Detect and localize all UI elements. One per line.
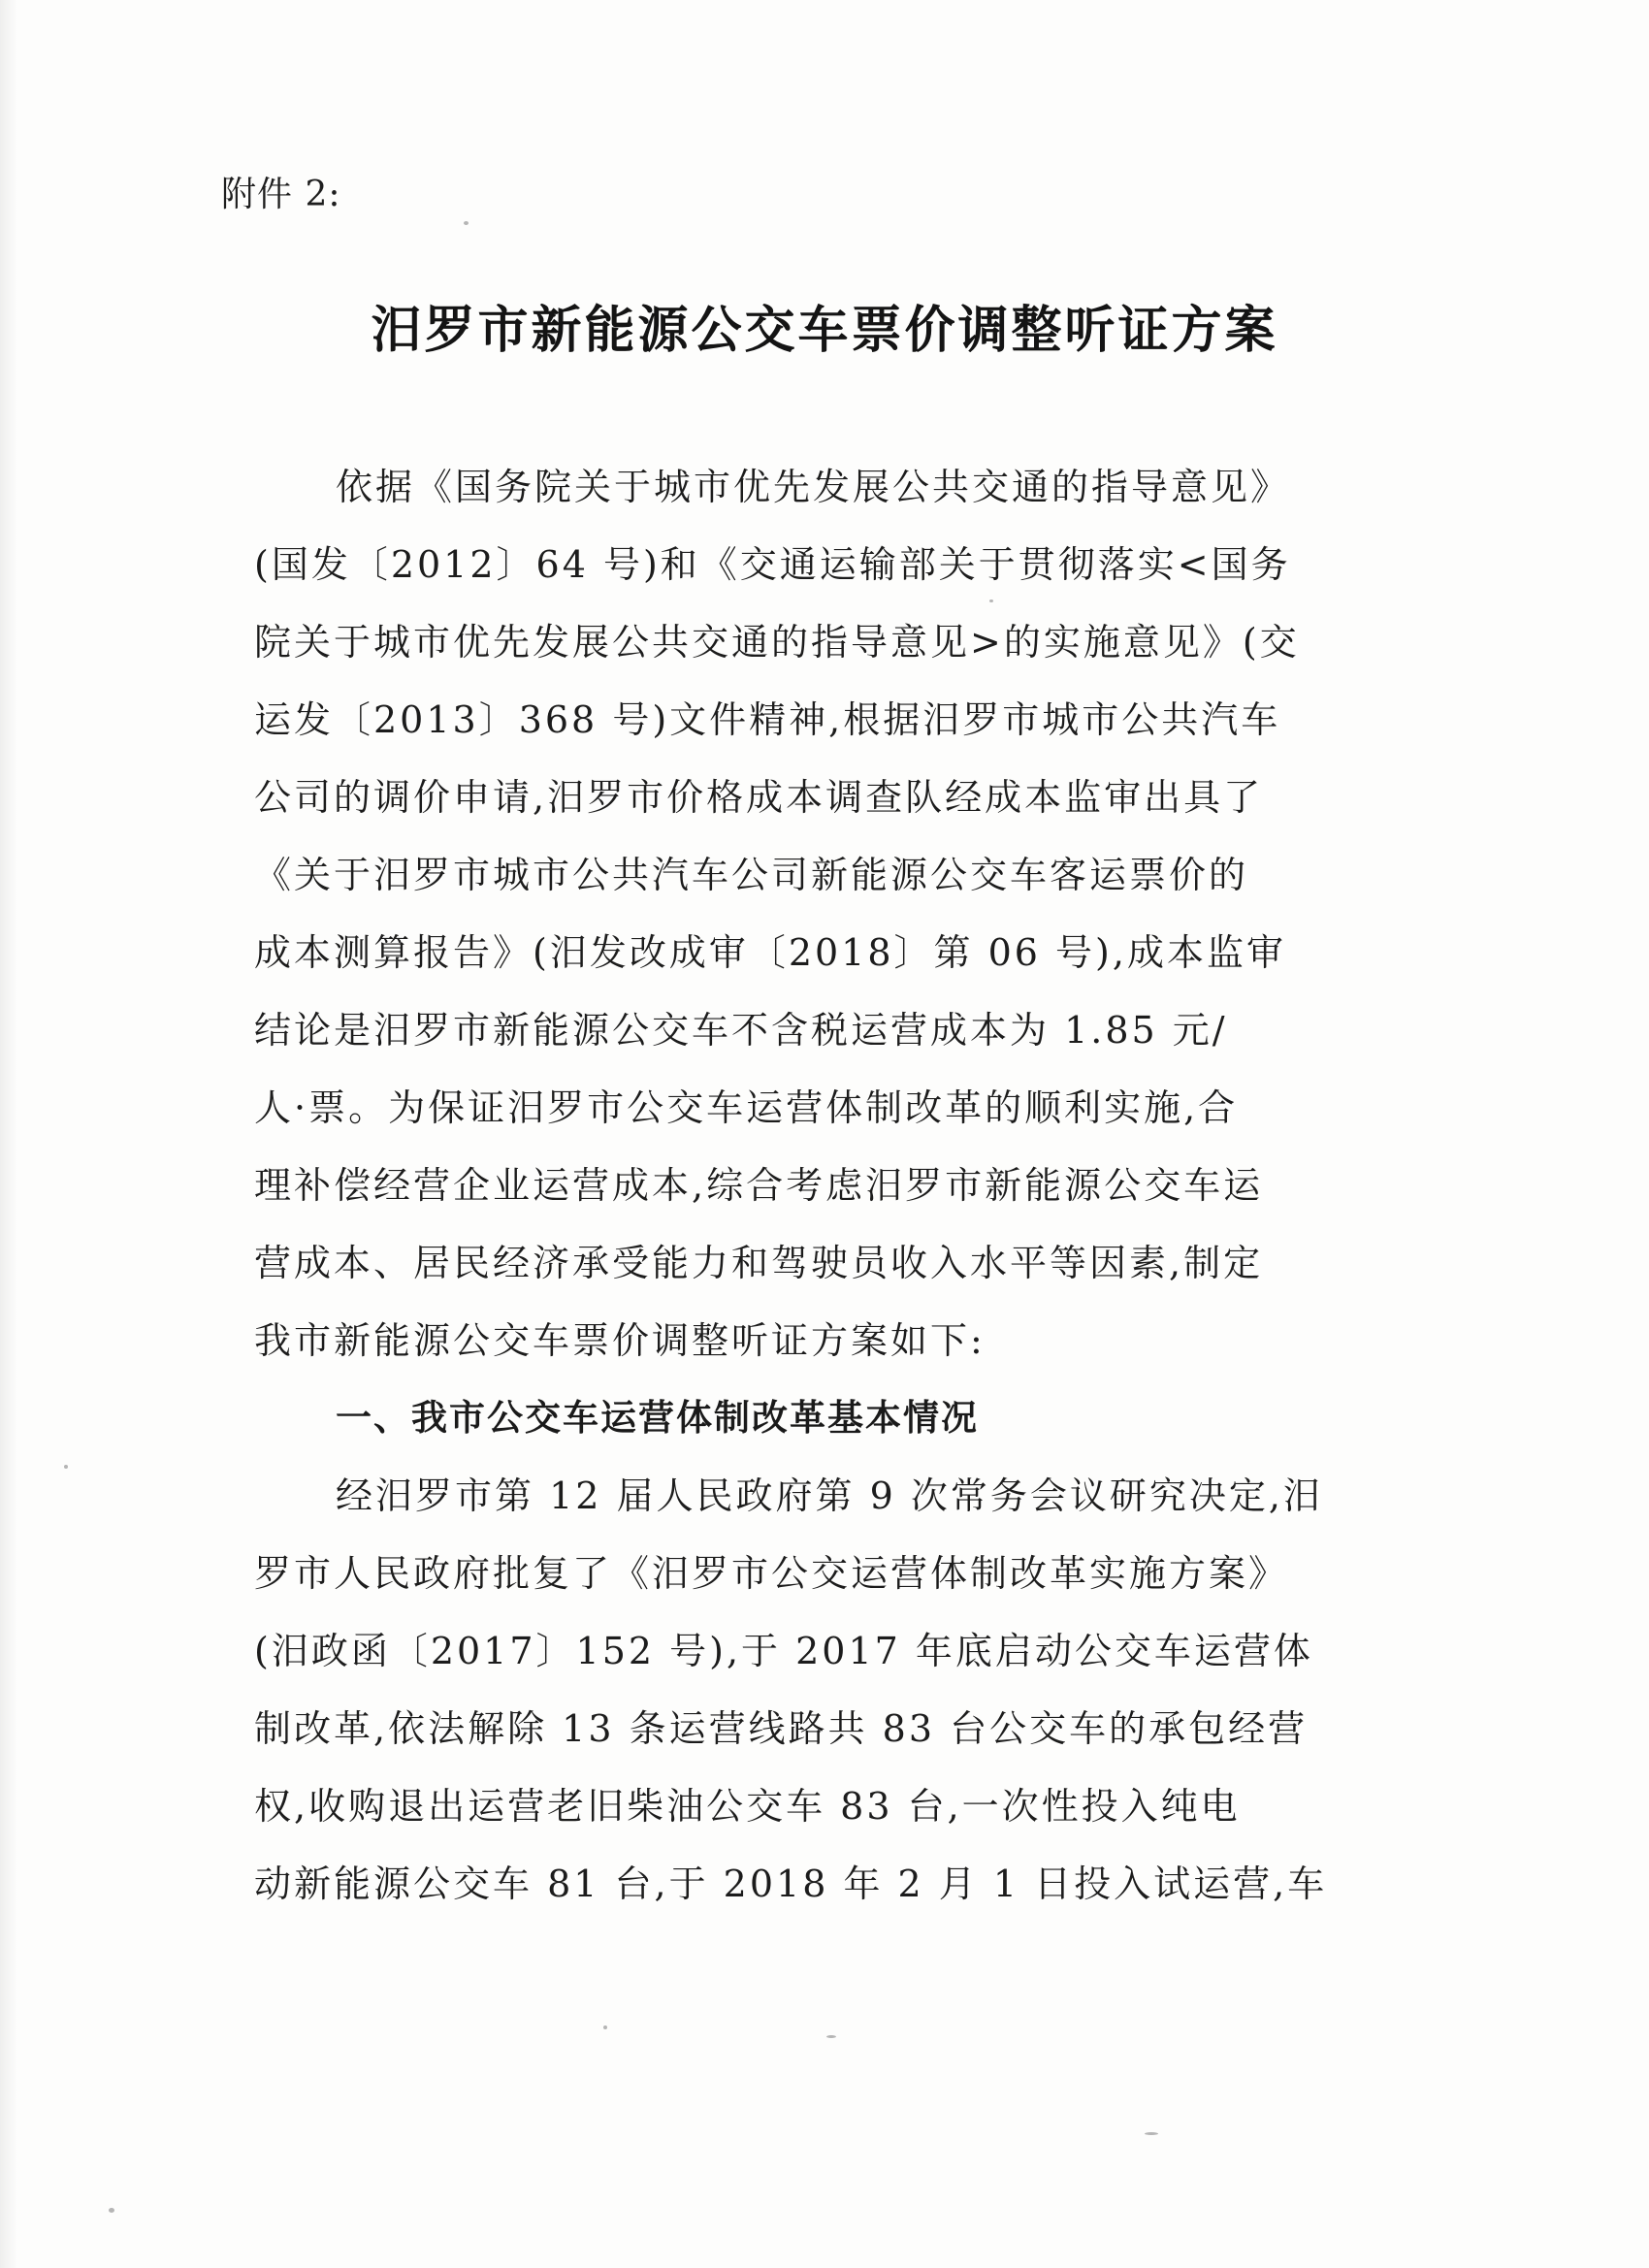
text-line: 成本测算报告》(汨发改成审〔2018〕第 06 号),成本监审 bbox=[254, 931, 1286, 974]
scan-speck bbox=[826, 2035, 836, 2038]
text-line: 运发〔2013〕368 号)文件精神,根据汨罗市城市公共汽车 bbox=[254, 698, 1281, 741]
text-line: 院关于城市优先发展公共交通的指导意见>的实施意见》(交 bbox=[254, 621, 1300, 664]
scan-speck bbox=[464, 221, 469, 225]
scan-speck bbox=[1145, 2132, 1158, 2135]
text-line: 罗市人民政府批复了《汨罗市公交运营体制改革实施方案》 bbox=[254, 1552, 1289, 1595]
scan-speck bbox=[603, 2025, 607, 2029]
text-line: (国发〔2012〕64 号)和《交通运输部关于贯彻落实<国务 bbox=[254, 543, 1291, 586]
text-line: 经汨罗市第 12 届人民政府第 9 次常务会议研究决定,汨 bbox=[336, 1474, 1323, 1517]
attachment-label: 附件 2: bbox=[221, 175, 341, 214]
text-line: 营成本、居民经济承受能力和驾驶员收入水平等因素,制定 bbox=[254, 1242, 1264, 1284]
text-line: 我市新能源公交车票价调整听证方案如下: bbox=[254, 1319, 986, 1362]
scan-speck bbox=[989, 599, 993, 602]
text-line: 公司的调价申请,汨罗市价格成本调查队经成本监审出具了 bbox=[254, 776, 1264, 819]
section-heading: 一、我市公交车运营体制改革基本情况 bbox=[336, 1397, 979, 1439]
scan-speck bbox=[64, 1465, 68, 1469]
text-line: 理补偿经营企业运营成本,综合考虑汨罗市新能源公交车运 bbox=[254, 1164, 1264, 1207]
text-line: 动新能源公交车 81 台,于 2018 年 2 月 1 日投入试运营,车 bbox=[254, 1863, 1328, 1905]
text-line: 《关于汨罗市城市公共汽车公司新能源公交车客运票价的 bbox=[254, 854, 1249, 896]
text-line: 人·票。为保证汨罗市公交车运营体制改革的顺利实施,合 bbox=[254, 1086, 1239, 1129]
document-title: 汨罗市新能源公交车票价调整听证方案 bbox=[371, 301, 1278, 360]
paragraph-1 bbox=[254, 448, 1379, 1923]
text-line: (汨政函〔2017〕152 号),于 2017 年底启动公交车运营体 bbox=[254, 1630, 1313, 1672]
text-line: 制改革,依法解除 13 条运营线路共 83 台公交车的承包经营 bbox=[254, 1707, 1309, 1750]
text-line: 权,收购退出运营老旧柴油公交车 83 台,一次性投入纯电 bbox=[254, 1785, 1241, 1828]
text-line: 结论是汨罗市新能源公交车不含税运营成本为 1.85 元/ bbox=[254, 1009, 1228, 1052]
text-line: 依据《国务院关于城市优先发展公共交通的指导意见》 bbox=[336, 466, 1291, 508]
scan-speck bbox=[109, 2208, 114, 2213]
